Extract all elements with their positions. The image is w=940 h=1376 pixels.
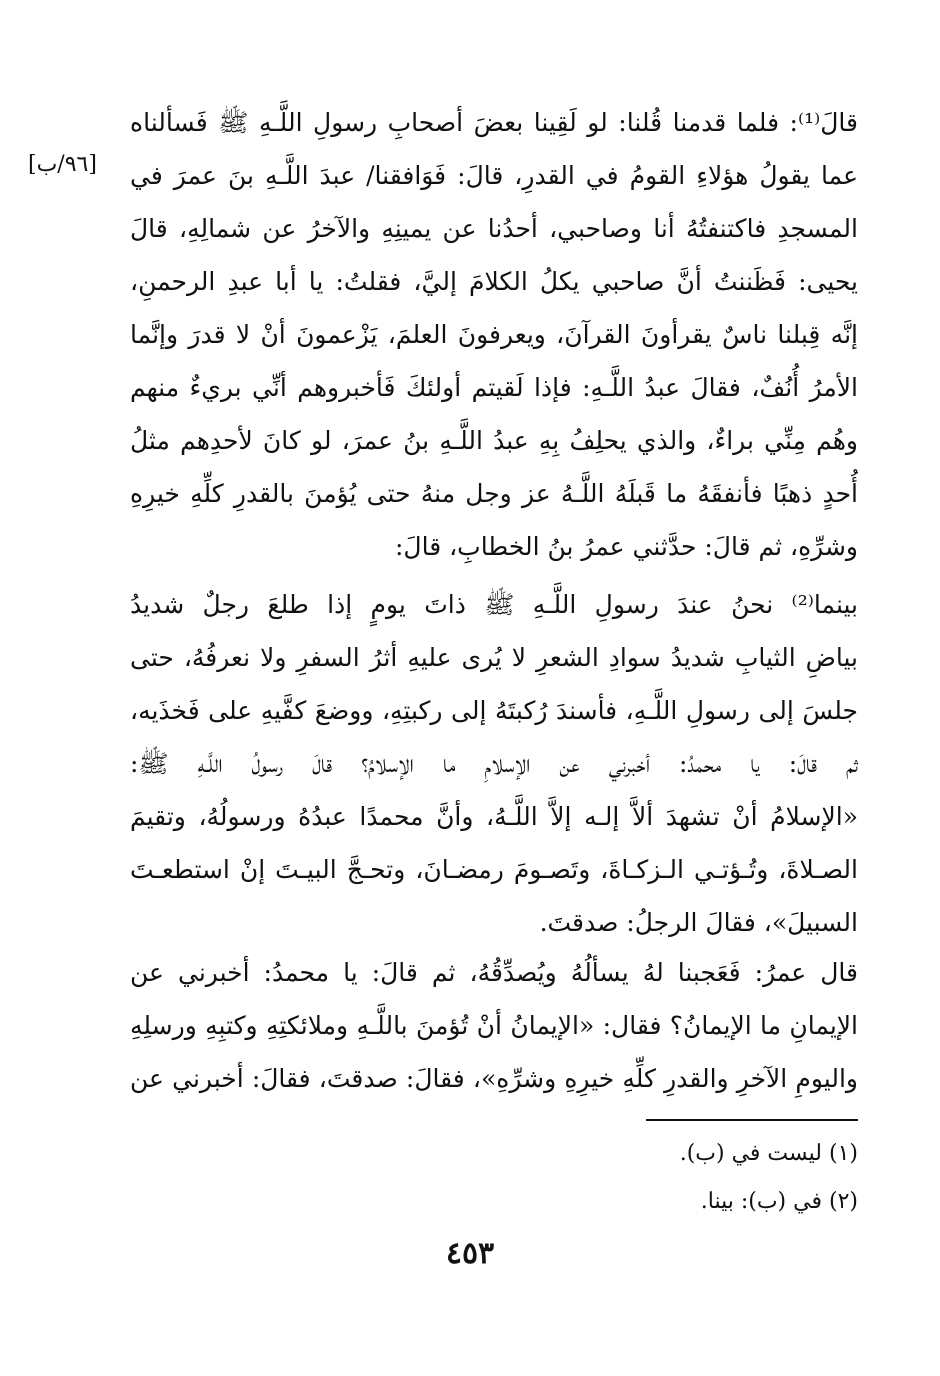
page-number: ٤٥٣ bbox=[445, 1236, 495, 1271]
text-line: يحيى: فَظَننتُ أنَّ صاحبي يكلُ الكلامَ إليَّ، فقلتُ: يا أبا عبدِ الرحمنِ، bbox=[130, 267, 858, 296]
text-line: الإيمانِ ما الإيمانُ؟ فقال: «الإيمانُ أنْ تُؤمنَ باللَّـهِ وملائكتِهِ وكتبِهِ ورسلِهِ bbox=[130, 1011, 858, 1040]
footnote-1: (١) ليست في (ب). bbox=[679, 1141, 858, 1166]
footnotes bbox=[680, 1130, 858, 1226]
text-line: الأمرُ أُنُفٌ، فقالَ عبدُ اللَّـهِ: فإذا لَقيتم أولئكَ فَأخبروهم أنِّي بريءٌ منهم bbox=[130, 373, 858, 402]
text-line: «الإسلامُ أنْ تشهدَ ألاَّ إلـه إلاَّ اللَّـهُ، وأنَّ محمدًا عبدُهُ ورسولُهُ، وتقيمَ bbox=[130, 802, 858, 831]
text-line: إنَّه قِبلنا ناسٌ يقرأونَ القرآنَ، ويعرفونَ العلمَ، يَزْعمونَ أنْ لا قدرَ وإنَّما bbox=[130, 320, 858, 349]
text-line: المسجدِ فاكتنفتُهُ أنا وصاحبي، أحدُنا عن يمينِهِ والآخرُ عن شمالِهِ، قالَ bbox=[130, 214, 858, 243]
text-line: بياضِ الثيابِ شديدُ سوادِ الشعرِ لا يُرى عليهِ أثرُ السفرِ ولا نعرفُهُ، حتى bbox=[130, 643, 858, 672]
text-line: ثم قالَ: يا محمدُ: أخبرني عن الإسلامِ ما الإسلامُ؟ قالَ رسولُ اللَّـهِ ﷺ: bbox=[130, 749, 858, 778]
text-line: جلسَ إلى رسولِ اللَّـهِ، فأسندَ رُكبتَهُ إلى ركبتِهِ، ووضعَ كفَّيهِ على فَخذَيه، bbox=[130, 696, 858, 725]
text-line: وهُم مِنِّي براءٌ، والذي يحلِفُ بِهِ عبدُ اللَّـهِ بنُ عمرَ، لو كانَ لأحدِهم مثلُ bbox=[130, 426, 858, 455]
text-line: واليومِ الآخرِ والقدرِ كلِّهِ خيرِهِ وشرِّهِ»، فقالَ: صدقتَ، فقالَ: أخبرني عن bbox=[130, 1064, 858, 1093]
paragraph-1 bbox=[130, 96, 858, 573]
footnote-divider bbox=[646, 1119, 858, 1121]
footnote-2: (٢) في (ب): بينا. bbox=[700, 1189, 858, 1214]
text-line: الصـلاةَ، وتُـؤتـي الـزكـاةَ، وتَصـومَ رمضـانَ، وتحـجَّ البيـتَ إنْ استطعـتَ bbox=[130, 855, 858, 884]
paragraph-3 bbox=[130, 946, 858, 1105]
text-line: أُحدٍ ذهبًا فأنفقَهُ ما قَبلَهُ اللَّـهُ عز وجل منهُ حتى يُؤمنَ بالقدرِ كلِّهِ خيرِهِ bbox=[130, 479, 858, 508]
text-line: وشرِّهِ، ثم قالَ: حدَّثني عمرُ بنُ الخطابِ، قالَ: bbox=[394, 532, 858, 561]
text-line: بينما⁽²⁾ نحنُ عندَ رسولِ اللَّـهِ ﷺ ذاتَ يومٍ إذا طلعَ رجلٌ شديدُ bbox=[130, 590, 858, 619]
manuscript-folio-marker: [٩٦/ب] bbox=[28, 152, 97, 177]
text-line: السبيلَ»، فقالَ الرجلُ: صدقتَ. bbox=[539, 908, 858, 937]
text-line: قالَ⁽¹⁾: فلما قدمنا قُلنا: لو لَقِينا بعضَ أصحابِ رسولِ اللَّـهِ ﷺ فَسألناه bbox=[130, 108, 858, 137]
text-line: عما يقولُ هؤلاءِ القومُ في القدرِ، قالَ: فَوَافقنا/ عبدَ اللَّـهِ بنَ عمرَ في bbox=[130, 161, 858, 190]
paragraph-2 bbox=[130, 578, 858, 949]
text-line: قال عمرُ: فَعَجبنا لهُ يسألُهُ ويُصدِّقُهُ، ثم قالَ: يا محمدُ: أخبرني عن bbox=[130, 958, 858, 987]
